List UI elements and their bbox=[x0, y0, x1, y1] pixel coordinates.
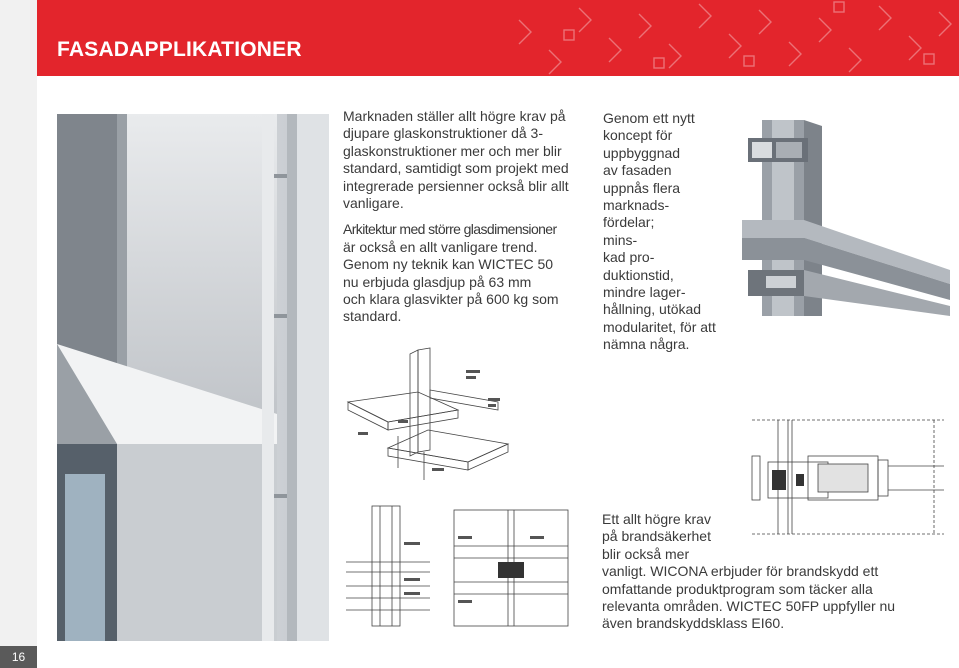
intro-text bbox=[343, 108, 583, 326]
facade-photo bbox=[57, 114, 329, 641]
horizontal-section-drawing bbox=[450, 506, 572, 630]
intro-paragraph-2: Arkitektur med större glasdimensioner är också en allt vanligare trend. Genom ny teknik kan WICTEC 50 nu erbjuda glasdjup på 63 mm och klara glasvikter på 600 kg som standard. bbox=[343, 221, 559, 325]
decorative-pattern bbox=[509, 0, 959, 76]
fire-safety-text: Ett allt högre krav på brandsäkerhet blir också mer vanligt. WICONA erbjuder för brandskydd ett omfattande produktprogram som täcker alla relevanta områden. WICTEC 50FP uppfyller nu även brandskyddsklass EI60. bbox=[602, 511, 896, 632]
page-title: FASADAPPLIKATIONER bbox=[57, 38, 302, 61]
isometric-section-drawing bbox=[338, 340, 528, 490]
page-number: 16 bbox=[0, 646, 37, 668]
left-margin-strip bbox=[0, 0, 37, 668]
concept-text: Genom ett nytt koncept för uppbyggnad av fasaden uppnås flera marknads- fördelar; mins- kad pro- duktionstid, mindre lager- hållning, utökad modularitet, för att nämna några. bbox=[603, 110, 716, 353]
elevation-drawing bbox=[342, 502, 434, 634]
intro-paragraph-1: Marknaden ställer allt högre krav på djupare glaskonstruktioner då 3-glaskonstruktioner mer och mer blir standard, samtidigt som projekt med integrerade persienner också blir allt vanligare. bbox=[343, 108, 569, 212]
page-header bbox=[37, 0, 959, 76]
mullion-cutaway-drawing bbox=[742, 120, 950, 316]
